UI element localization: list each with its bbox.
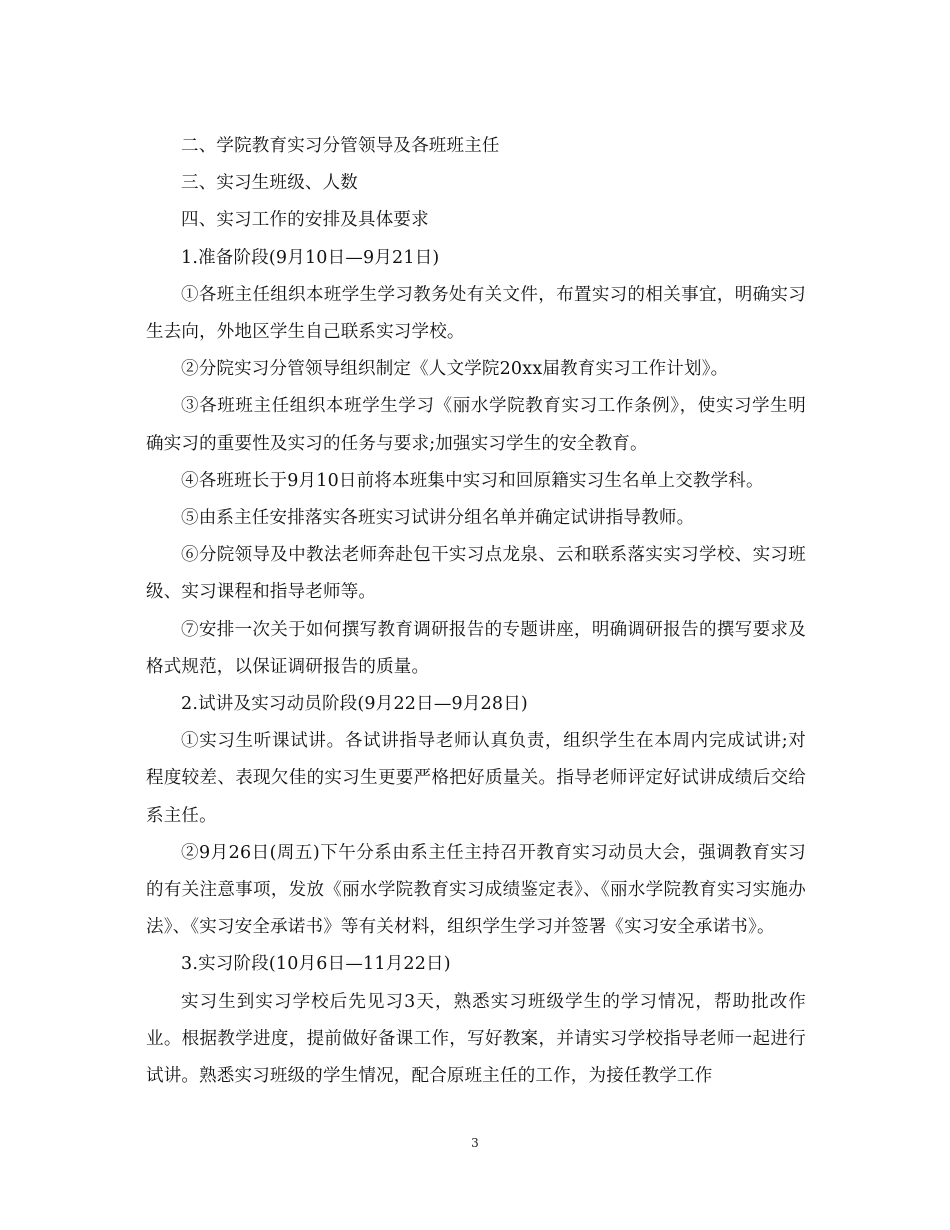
subheading-trial-lecture-stage: 2.试讲及实习动员阶段(9月22日—9月28日)	[181, 694, 528, 715]
document-body	[146, 128, 806, 1095]
paragraph: ④各班班长于9月10日前将本班集中实习和回原籍实习生名单上交教学科。	[181, 470, 764, 491]
subheading-preparation-stage: 1.准备阶段(9月10日—9月21日)	[181, 247, 440, 268]
paragraph: ①实习生听课试讲。各试讲指导老师认真负责，组织学生在本周内完成试讲;对程度较差、表现欠佳的实习生更要严格把好质量关。指导老师评定好试讲成绩后交给系主任。	[146, 731, 806, 826]
subheading-internship-stage: 3.实习阶段(10月6日—11月22日)	[181, 954, 451, 975]
paragraph: ⑥分院领导及中教法老师奔赴包干实习点龙泉、云和联系落实实习学校、实习班级、实习课程和指导老师等。	[146, 545, 806, 603]
paragraph: ⑦安排一次关于如何撰写教育调研报告的专题讲座，明确调研报告的撰写要求及格式规范，以保证调研报告的质量。	[146, 619, 806, 677]
paragraph: ②分院实习分管领导组织制定《人文学院20xx届教育实习工作计划》。	[181, 359, 729, 380]
paragraph: ⑤由系主任安排落实各班实习试讲分组名单并确定试讲指导教师。	[181, 508, 695, 529]
section-heading-classes: 三、实习生班级、人数	[181, 173, 358, 194]
section-heading-leaders: 二、学院教育实习分管领导及各班班主任	[181, 136, 500, 156]
paragraph: ②9月26日(周五)下午分系由系主任主持召开教育实习动员大会，强调教育实习的有关注意事项，发放《丽水学院教育实习成绩鉴定表》、《丽水学院教育实习实施办法》、《实习安全承诺书》等有关材料，组织学生学习并签署《实习安全承诺书》。	[146, 842, 806, 938]
section-heading-arrangement: 四、实习工作的安排及具体要求	[181, 210, 429, 231]
paragraph: ①各班主任组织本班学生学习教务处有关文件，布置实习的相关事宜，明确实习生去向，外地区学生自己联系实习学校。	[146, 284, 806, 343]
page-number: 3	[471, 1136, 479, 1150]
paragraph: 实习生到实习学校后先见习3天，熟悉实习班级学生的学习情况，帮助批改作业。根据教学进度，提前做好备课工作，写好教案，并请实习学校指导老师一起进行试讲。熟悉实习班级的学生情况，配合原班主任的工作，为接任教学工作	[146, 991, 806, 1087]
paragraph: ③各班班主任组织本班学生学习《丽水学院教育实习工作条例》，使实习学生明确实习的重要性及实习的任务与要求;加强实习学生的安全教育。	[146, 396, 806, 454]
